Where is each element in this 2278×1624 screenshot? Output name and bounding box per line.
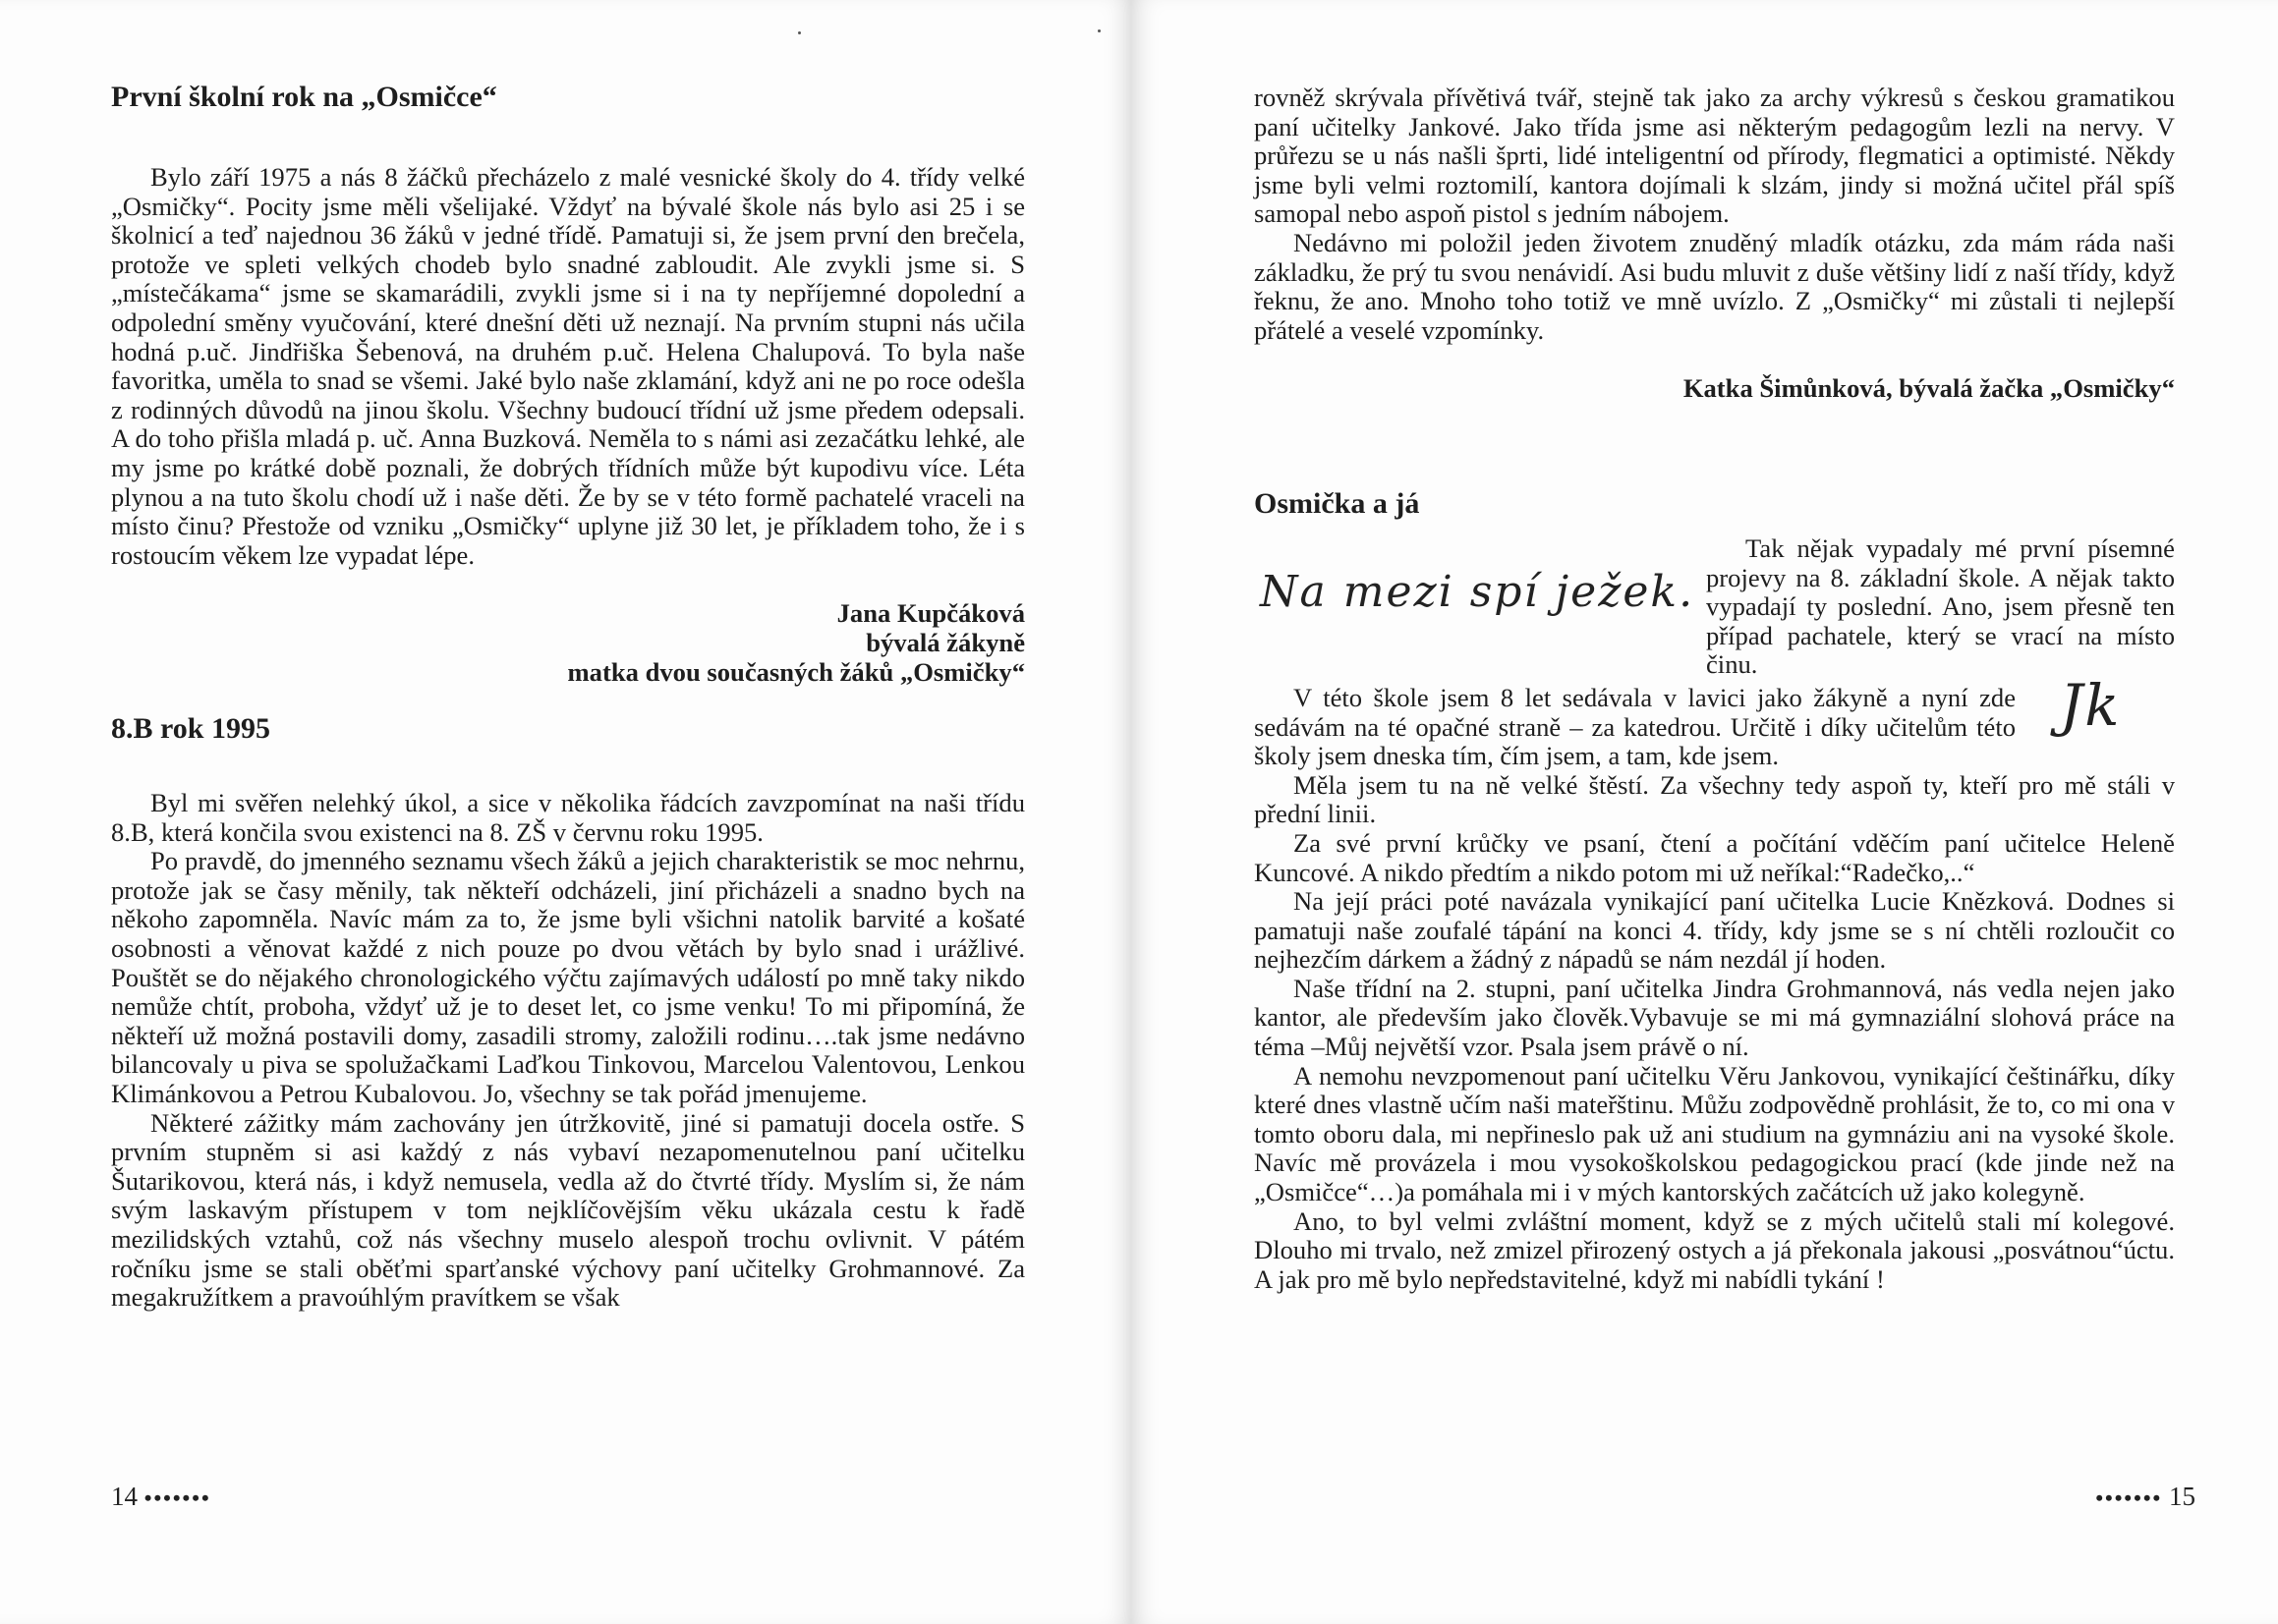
page-number: 14 <box>111 1482 138 1511</box>
page-number-left <box>111 1482 211 1513</box>
scan-speck <box>798 31 801 34</box>
signature-line: Jana Kupčáková <box>836 598 1025 629</box>
page-number-right <box>2095 1482 2195 1513</box>
paragraph: Po pravdě, do jmenného seznamu všech žáků a jejich charakteristik se moc nehrnu, protože jak se časy měnily, tak někteří odcházeli, jiní přicházeli a snadno bych na někoho zapomněla. Navíc mám za to, že jsme byli všichni natolik barvité a košaté osobnosti a věnovat každé z nich pouze po dvou větách by bylo snad i urážlivé. Pouštět se do nějakého chronologického výčtu zajímavých událostí po mně taky nikdo nemůže chtít, proboha, vždyť už je to deset let, co jsme venku! To mi připomíná, že někteří už možná postavili domy, zasadili stromy, založili rodinu….tak jsme nedávno bilancovaly u piva se spolužačkami Laďkou Tinkovou, Marcelou Valentovou, Lenkou Klimánkovou a Petrou Kubalovou. Jo, všechny se tak pořád jmenujeme. <box>111 846 1025 1109</box>
left-column <box>111 81 1025 1313</box>
folio-dots: ••••••• <box>2095 1485 2163 1510</box>
teacher-paragraph-block <box>1254 671 2175 771</box>
paragraph: A nemohu nevzpomenout paní učitelku Věru Jankovou, vynikající češtinářku, díky které dnes vlastně učím naši mateřštinu. Můžu zodpovědně prohlásit, že to, co mi ona v tomto oboru dala, mi nepřineslo pak už ani studium na gymnáziu ani na vysoké škole. Navíc mě provázela i mou vysokoškolskou pedagogickou prací (kde jinde než na „Osmičce“…)a pomáhala mi i v mých kantorských začátcích už jako kolegyně. <box>1254 1060 2175 1207</box>
paragraph: Naše třídní na 2. stupni, paní učitelka Jindra Grohmannová, nás vedla nejen jako kantor, ale především jako člověk.Vybavuje se mi má gymnaziální slohová práce na téma –Můj největší vzor. Psala jsem právě o ní. <box>1254 973 2175 1062</box>
paragraph: V této škole jsem 8 let sedávala v lavici jako žákyně a nyní zde sedávám na té opačné straně – za katedrou. Určitě i díky učitelům této školy jsem dneska tím, čím jsem, a tam, kde jsem. <box>1254 682 2016 771</box>
intro-text: Tak nějak vypadaly mé první písemné projevy na 8. základní škole. A nějak takto vypadají ty poslední. Ano, jsem přesně ten případ pachatele, který se vrací na místo činu. <box>1706 532 2175 680</box>
paragraph: Měla jsem tu na ně velké štěstí. Za všechny tedy aspoň ty, kteří pro mě stáli v přední linii. <box>1254 769 2175 829</box>
signature-jana <box>111 599 1025 687</box>
paragraph: Ano, to byl velmi zvláštní moment, když se z mých učitelů stali mí kolegové. Dlouho mi trvalo, než zmizel přirozený ostych a já překonala jakousi „posvátnou“úctu. A jak pro mě bylo nepředstavitelné, když mi nabídli tykání ! <box>1254 1205 2175 1294</box>
paragraph: Některé zážitky mám zachovány jen útržkovitě, jiné si pamatuji docela ostře. S prvním stupněm si asi každý z nás vybaví nezapomenutelnou paní učitelku Šutarikovou, která nás, i když nemusela, vedla až do čtvrté třídy. Myslím si, že nám svým laskavým přístupem v tom nejklíčovějším věku ukázala cestu k řadě mezilidských vztahů, což nás všechny muselo alespoň trochu ovlivnit. V pátém ročníku jsme se stali oběťmi sparťanské výchovy paní učitelky Grohmannové. Za megakružítkem a pravoúhlým pravítkem se však <box>111 1107 1025 1313</box>
section-title-8b: 8.B rok 1995 <box>111 712 270 746</box>
signature-katka: Katka Šimůnková, bývalá žačka „Osmičky“ <box>1682 373 2175 404</box>
folio-dots: ••••••• <box>143 1485 211 1510</box>
paragraph: Za své první krůčky ve psaní, čtení a počítání vděčím paní učitelce Heleně Kuncové. A nikdo předtím a nikdo potom mi už neříkal:“Radečko,..“ <box>1254 827 2175 887</box>
section1-body: Bylo září 1975 a nás 8 žáčků přecházelo z malé vesnické školy do 4. třídy velké „Osmičky“. Pocity jsme měli všelijaké. Vždyť na bývalé škole nás bylo asi 25 i se školnicí a teď najednou 36 žáků v jedné třídě. Pamatuji si, že jsem první den brečela, protože ve spleti velkých chodeb bylo snadné zabloudit. Ale zvykli jsme si. S „místečákama“ jsme se skamarádili, zvykli jsme si i na ty nepříjemné dopolední a odpolední směny vyučování, které dnešní děti už neznají. Na prvním stupni nás učila hodná p.uč. Jindřiška Šebenová, na druhém p.uč. Helena Chalupová. To byla naše favoritka, uměla to snad se všemi. Jaké bylo naše zklamání, když ani ne po roce odešla z rodinných důvodů na jinou školu. Všechny budoucí třídní už jsme předem odepsali. A do toho přišla mladá p. uč. Anna Buzková. Neměla to s námi asi zezačátku lehké, ale my jsme po krátké době poznali, že dobrých třídních může být kupodivu více. Léta plynou a na tuto školu chodí už i naše děti. Že by se v této formě pachatelé vraceli na místo činu? Přestože od vzniku „Osmičky“ uplyne již 30 let, je příkladem toho, že i s rostoucím věkem lze vypadat lépe. <box>111 162 1025 570</box>
handwriting-block <box>1254 532 2175 684</box>
paragraph: Nedávno mi položil jeden životem znuděný mladík otázku, zda mám ráda naši základku, že prý tu svou nenávidí. Asi budu mluvit z duše většiny lidí z naší třídy, když řeknu, že ano. Mnoho toho totiž ve mně uvízlo. Z „Osmičky“ mi zůstali ti nejlepší přátelé a veselé vzpomínky. <box>1254 227 2175 345</box>
handwritten-sample: Na mezi spí ježek. <box>1260 566 1695 617</box>
paragraph: Byl mi svěřen nelehký úkol, a sice v několika řádcích zavzpomínat na naši třídu 8.B, která končila svou existenci na 8. ZŠ v červnu roku 1995. <box>111 788 1025 847</box>
signature-line: bývalá žákyně <box>866 627 1025 657</box>
page-number: 15 <box>2169 1482 2195 1511</box>
handwritten-signature: Jk <box>2060 671 2122 739</box>
left-page <box>0 0 1131 1624</box>
scan-speck <box>1098 29 1101 32</box>
right-page <box>1131 0 2278 1624</box>
section-title-osmicka-a-ja: Osmička a já <box>1254 486 1420 520</box>
paragraph: Na její práci poté navázala vynikající paní učitelka Lucie Knězková. Dodnes si pamatuji naše zoufalé tápání na konci 4. třídy, kdy jsme se s ní chtěli rozloučit co nejhezčím dárkem a žádný z nápadů se nám nezdál jí hoden. <box>1254 886 2175 975</box>
right-column <box>1254 84 2175 1294</box>
section-title-prvni-skolni-rok: První školní rok na „Osmičce“ <box>111 81 497 113</box>
signature-line: matka dvou současných žáků „Osmičky“ <box>567 656 1025 687</box>
paragraph: rovněž skrývala přívětivá tvář, stejně tak jako za archy výkresů s českou gramatikou paní učitelky Jankové. Jako třída jsme asi některým pedagogům lezli na nervy. V průřezu se u nás našli šprti, lidé inteligentní od přírody, flegmatici a optimisté. Někdy jsme byli velmi roztomilí, kantora dojímali k slzám, jindy si možná učitel přál spíš samopal nebo aspoň pistol s jedním nábojem. <box>1254 83 2175 229</box>
